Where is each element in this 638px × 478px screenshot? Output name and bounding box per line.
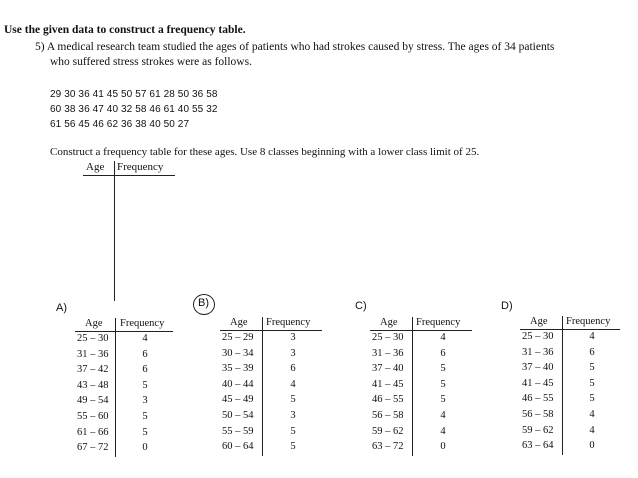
frequency-cell: 6 — [589, 346, 595, 358]
age-class-cell: 37 – 40 — [522, 362, 554, 374]
blank-frequency-header: Frequency — [117, 161, 164, 173]
frequency-cell: 5 — [142, 411, 148, 422]
frequency-cell: 6 — [440, 347, 446, 359]
age-class-cell: 56 – 58 — [522, 409, 554, 420]
age-class-cell: 55 – 60 — [77, 411, 109, 422]
frequency-cell: 5 — [142, 379, 148, 391]
age-header: Age — [530, 316, 548, 327]
age-class-cell: 35 – 39 — [222, 363, 254, 375]
frequency-cell: 0 — [440, 441, 446, 453]
age-header: Age — [85, 318, 103, 329]
blank-table-divider — [114, 161, 115, 301]
age-header: Age — [380, 317, 398, 328]
frequency-cell: 4 — [290, 378, 296, 390]
data-line-2: 60 38 36 47 40 32 58 46 61 40 55 32 — [50, 104, 218, 115]
frequency-header: Frequency — [120, 318, 165, 329]
frequency-cell: 5 — [290, 394, 296, 406]
option-b-table — [220, 317, 322, 456]
header-rule — [220, 330, 322, 331]
blank-table-header — [83, 161, 175, 176]
age-class-cell: 63 – 72 — [372, 441, 404, 453]
frequency-cell: 6 — [142, 348, 148, 360]
age-class-cell: 55 – 59 — [222, 425, 254, 437]
age-class-cell: 30 – 34 — [222, 347, 254, 359]
frequency-cell: 6 — [142, 364, 148, 376]
age-class-cell: 25 – 30 — [372, 332, 404, 343]
frequency-cell: 5 — [589, 362, 595, 374]
age-class-cell: 37 – 40 — [372, 363, 404, 375]
age-class-cell: 50 – 54 — [222, 410, 254, 421]
frequency-cell: 3 — [290, 347, 296, 359]
question-line-1: A medical research team studied the ages of patients who had strokes caused by stress. The ages of 34 patients — [46, 41, 555, 53]
frequency-cell: 5 — [290, 441, 296, 453]
age-class-cell: 46 – 55 — [372, 394, 404, 406]
page-title: Use the given data to construct a frequency table. — [4, 24, 246, 36]
option-d-table — [520, 316, 620, 455]
instruction-text: Construct a frequency table for these ages. Use 8 classes beginning with a lower class limit of 25. — [50, 146, 480, 158]
age-class-cell: 37 – 42 — [77, 364, 109, 376]
age-class-cell: 40 – 44 — [222, 378, 254, 390]
age-class-cell: 43 – 48 — [77, 379, 109, 391]
age-class-cell: 56 – 58 — [372, 410, 404, 421]
frequency-cell: 4 — [440, 332, 446, 343]
option-a-table — [75, 318, 173, 457]
header-rule — [520, 329, 620, 330]
frequency-cell: 3 — [290, 410, 296, 421]
frequency-cell: 0 — [589, 440, 595, 452]
frequency-cell: 5 — [440, 378, 446, 390]
frequency-cell: 5 — [290, 425, 296, 437]
header-rule — [370, 330, 472, 331]
age-class-cell: 31 – 36 — [372, 347, 404, 359]
frequency-header: Frequency — [266, 317, 311, 328]
frequency-cell: 4 — [440, 425, 446, 437]
age-class-cell: 25 – 30 — [77, 333, 109, 344]
age-class-cell: 45 – 49 — [222, 394, 254, 406]
question-number: 5) — [35, 41, 45, 53]
option-d-label[interactable]: D) — [501, 300, 513, 312]
frequency-cell: 5 — [142, 426, 148, 438]
frequency-cell: 5 — [440, 363, 446, 375]
age-class-cell: 25 – 29 — [222, 332, 254, 343]
frequency-cell: 0 — [142, 442, 148, 454]
age-class-cell: 25 – 30 — [522, 331, 554, 342]
frequency-cell: 6 — [290, 363, 296, 375]
header-rule — [75, 331, 173, 332]
age-class-cell: 46 – 55 — [522, 393, 554, 405]
frequency-cell: 3 — [290, 332, 296, 343]
age-header: Age — [230, 317, 248, 328]
frequency-cell: 4 — [440, 410, 446, 421]
age-class-cell: 41 – 45 — [372, 378, 404, 390]
question-text — [35, 41, 554, 53]
age-class-cell: 59 – 62 — [522, 424, 554, 436]
frequency-cell: 4 — [589, 409, 595, 420]
age-class-cell: 31 – 36 — [522, 346, 554, 358]
data-line-3: 61 56 45 46 62 36 38 40 50 27 — [50, 119, 190, 130]
question-line-2: who suffered stress strokes were as follows. — [50, 56, 252, 68]
age-class-cell: 67 – 72 — [77, 442, 109, 454]
option-b-label[interactable]: B) — [198, 297, 209, 309]
frequency-cell: 4 — [589, 331, 595, 342]
option-c-label[interactable]: C) — [355, 300, 367, 312]
age-class-cell: 59 – 62 — [372, 425, 404, 437]
age-class-cell: 41 – 45 — [522, 377, 554, 389]
frequency-cell: 5 — [589, 393, 595, 405]
frequency-cell: 4 — [589, 424, 595, 436]
age-class-cell: 60 – 64 — [222, 441, 254, 453]
age-class-cell: 49 – 54 — [77, 395, 109, 407]
age-class-cell: 31 – 36 — [77, 348, 109, 360]
age-class-cell: 61 – 66 — [77, 426, 109, 438]
blank-age-header: Age — [86, 161, 105, 173]
frequency-header: Frequency — [566, 316, 611, 327]
frequency-cell: 3 — [142, 395, 148, 407]
data-line-1: 29 30 36 41 45 50 57 61 28 50 36 58 — [50, 89, 218, 100]
frequency-cell: 5 — [589, 377, 595, 389]
option-c-table — [370, 317, 472, 456]
frequency-cell: 4 — [142, 333, 148, 344]
frequency-cell: 5 — [440, 394, 446, 406]
option-a-label[interactable]: A) — [56, 302, 67, 314]
age-class-cell: 63 – 64 — [522, 440, 554, 452]
frequency-header: Frequency — [416, 317, 461, 328]
